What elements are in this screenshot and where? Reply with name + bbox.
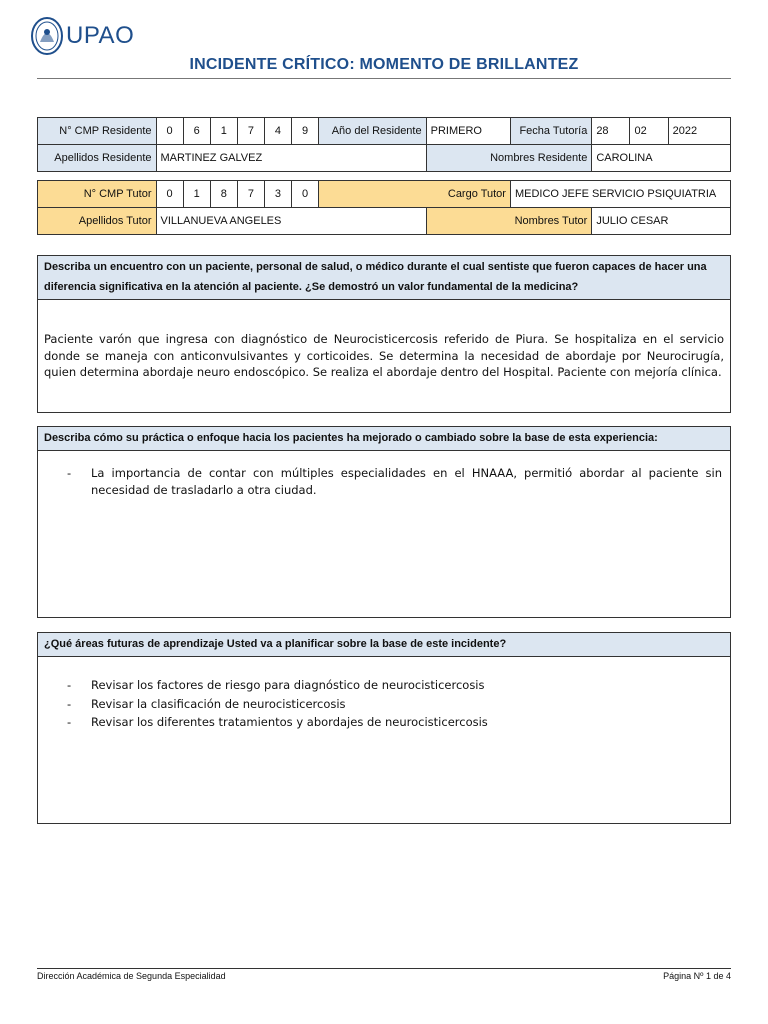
tutor-table [37, 180, 731, 235]
list-item-text: Revisar los factores de riesgo para diagnóstico de neurocisticercosis [91, 678, 485, 692]
dash-bullet: - [67, 466, 72, 480]
tutor-cmp-digit: 7 [237, 181, 264, 208]
tutor-firstname-value: JULIO CESAR [592, 208, 731, 235]
tutor-cmp-digit: 8 [210, 181, 237, 208]
upao-logo [30, 14, 134, 58]
footer-divider [37, 968, 731, 969]
resident-cmp-digit: 9 [292, 118, 319, 145]
title-divider [37, 78, 731, 79]
resident-lastname-value: MARTINEZ GALVEZ [156, 145, 426, 172]
encounter-answer: Paciente varón que ingresa con diagnóstico de Neurocisticercosis referido de Piura. Se hospitaliza en el servicio donde se maneja con anticonvulsivantes y corticoides. Se determina la necesidad de abordaje por Neurocirugía, quien determina abordaje neuro endoscópico. Se realiza el abordaje dentro del Hospital. Paciente con mejoría clínica. [44, 332, 724, 379]
resident-firstname-label: Nombres Residente [426, 145, 592, 172]
resident-cmp-digit: 0 [156, 118, 183, 145]
page-title: INCIDENTE CRÍTICO: MOMENTO DE BRILLANTEZ [189, 56, 579, 73]
tutor-firstname-label: Nombres Tutor [426, 208, 592, 235]
list-item-text: La importancia de contar con múltiples especialidades en el HNAAA, permitió abordar al paciente sin necesidad de trasladarlo a otra ciudad. [91, 466, 722, 497]
tutoring-date-year: 2022 [668, 118, 730, 145]
practice-change-question: Describa cómo su práctica o enfoque hacia los pacientes ha mejorado o cambiado sobre la base de esta experiencia: [38, 427, 730, 451]
university-seal-icon [30, 16, 64, 56]
tutoring-date-day: 28 [592, 118, 630, 145]
practice-change-list [38, 451, 730, 498]
tutor-cmp-digit: 0 [292, 181, 319, 208]
resident-cmp-label: N° CMP Residente [38, 118, 157, 145]
tutor-role-label: Cargo Tutor [319, 181, 511, 208]
resident-firstname-value: CAROLINA [592, 145, 731, 172]
encounter-question: Describa un encuentro con un paciente, personal de salud, o médico durante el cual sentiste que fueron capaces de hacer una diferencia significativa en la atención al paciente. ¿Se demostró un valor fundamental de la medicina? [38, 256, 730, 300]
dash-bullet: - [67, 678, 72, 692]
footer-page-number: Página Nº 1 de 4 [663, 971, 731, 981]
tutor-cmp-label: N° CMP Tutor [38, 181, 157, 208]
tutor-cmp-digit: 0 [156, 181, 183, 208]
list-item [38, 695, 730, 714]
resident-lastname-label: Apellidos Residente [38, 145, 157, 172]
tutoring-date-month: 02 [630, 118, 668, 145]
encounter-section [37, 255, 731, 413]
brand-name: UPAO [66, 22, 135, 49]
list-item [38, 676, 730, 695]
tutoring-date-label: Fecha Tutoría [510, 118, 591, 145]
resident-year-label: Año del Residente [319, 118, 426, 145]
list-item-text: Revisar la clasificación de neurocisticercosis [91, 696, 346, 711]
tutor-cmp-digit: 1 [183, 181, 210, 208]
practice-change-section [37, 426, 731, 618]
dash-bullet: - [67, 715, 72, 729]
resident-year-value: PRIMERO [426, 118, 510, 145]
footer-department: Dirección Académica de Segunda Especialidad [37, 971, 226, 981]
tutor-cmp-digit: 3 [264, 181, 291, 208]
future-learning-list [38, 657, 730, 732]
future-learning-question: ¿Qué áreas futuras de aprendizaje Usted va a planificar sobre la base de este incidente? [38, 633, 730, 657]
resident-cmp-digit: 7 [237, 118, 264, 145]
list-item [38, 465, 730, 498]
future-learning-section [37, 632, 731, 824]
tutor-role-value: MEDICO JEFE SERVICIO PSIQUIATRIA [510, 181, 730, 208]
resident-cmp-digit: 1 [210, 118, 237, 145]
tutor-lastname-label: Apellidos Tutor [38, 208, 157, 235]
tutor-lastname-value: VILLANUEVA ANGELES [156, 208, 426, 235]
resident-cmp-digit: 6 [183, 118, 210, 145]
resident-cmp-digit: 4 [264, 118, 291, 145]
list-item [38, 713, 730, 732]
resident-table [37, 117, 731, 172]
dash-bullet: - [67, 696, 72, 711]
list-item-text: Revisar los diferentes tratamientos y abordajes de neurocisticercosis [91, 715, 488, 729]
